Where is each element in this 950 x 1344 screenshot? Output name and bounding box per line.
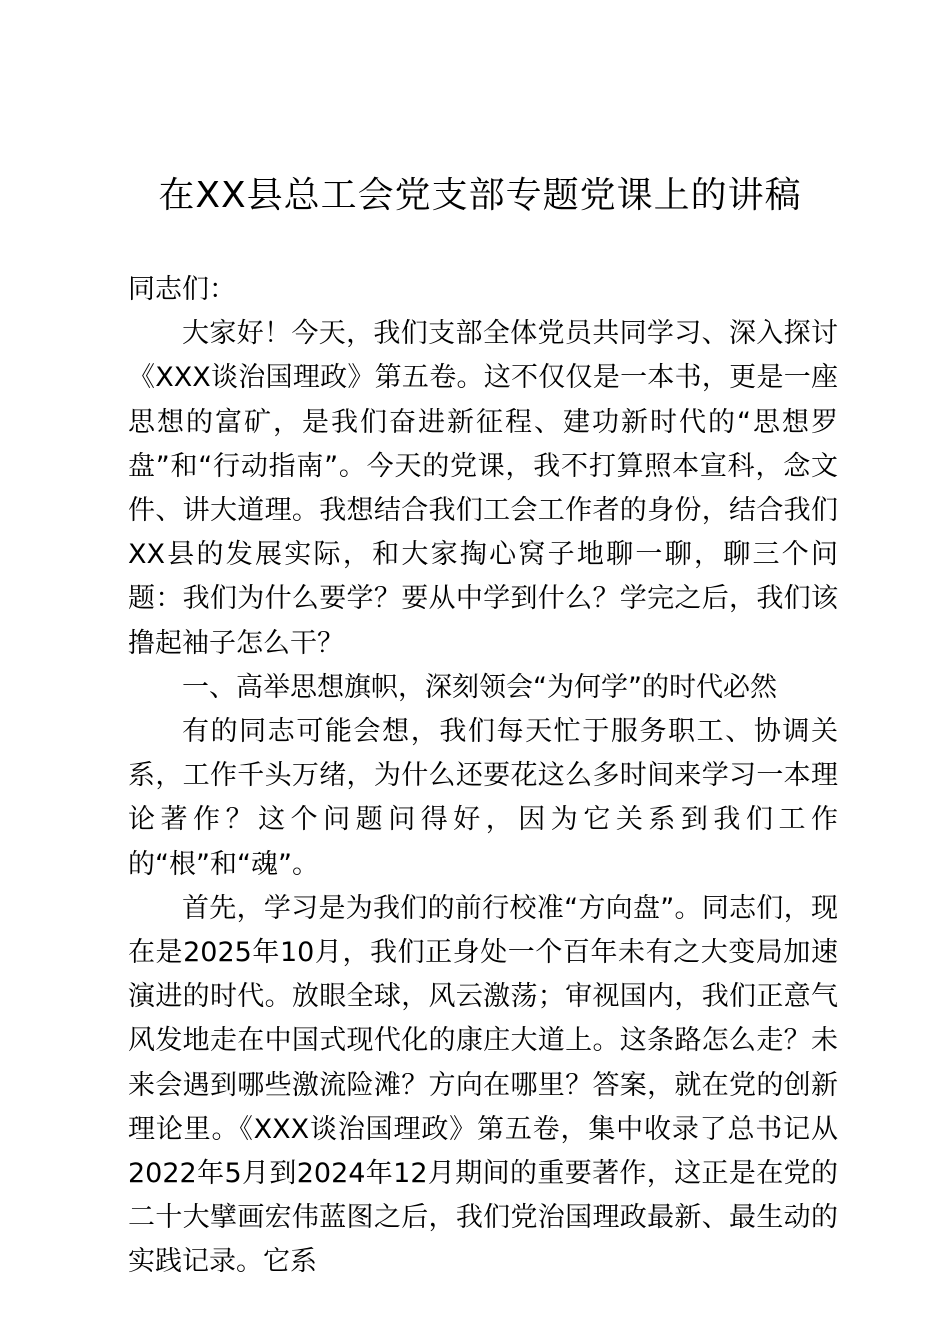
- document-body: [128, 268, 838, 1285]
- paragraph-why-study: 有的同志可能会想，我们每天忙于服务职工、协调关系，工作千头万绪，为什么还要花这么多时间来学习一本理论著作？这个问题问得好，因为它关系到我们工作的“根”和“魂”。: [128, 716, 838, 880]
- paragraph-direction: 首先，学习是为我们的前行校准“方向盘”。同志们，现在是2025年10月，我们正身处一个百年未有之大变局加速演进的时代。放眼全球，风云激荡；审视国内，我们正意气风发地走在中国式现代化的康庄大道上。这条路怎么走？未来会遇到哪些激流险滩？方向在哪里？答案，就在党的创新理论里。《XXX谈治国理政》第五卷，集中收录了总书记从2022年5月到2024年12月期间的重要著作，这正是在党的二十大擘画宏伟蓝图之后，我们党治国理政最新、最生动的实践记录。它系: [128, 892, 838, 1278]
- salutation: 同志们：: [128, 274, 236, 305]
- section-heading-1: 一、高举思想旗帜，深刻领会“为何学”的时代必然: [182, 671, 777, 703]
- document-title: 在XX县总工会党支部专题党课上的讲稿: [158, 175, 802, 216]
- paragraph-opening: 大家好！今天，我们支部全体党员共同学习、深入探讨《XXX谈治国理政》第五卷。这不仅仅是一本书，更是一座思想的富矿，是我们奋进新征程、建功新时代的“思想罗盘”和“行动指南”。今天的党课，我不打算照本宣科，念文件、讲大道理。我想结合我们工会工作者的身份，结合我们XX县的发展实际，和大家掏心窝子地聊一聊，聊三个问题：我们为什么要学？要从中学到什么？学完之后，我们该撸起袖子怎么干？: [128, 318, 838, 659]
